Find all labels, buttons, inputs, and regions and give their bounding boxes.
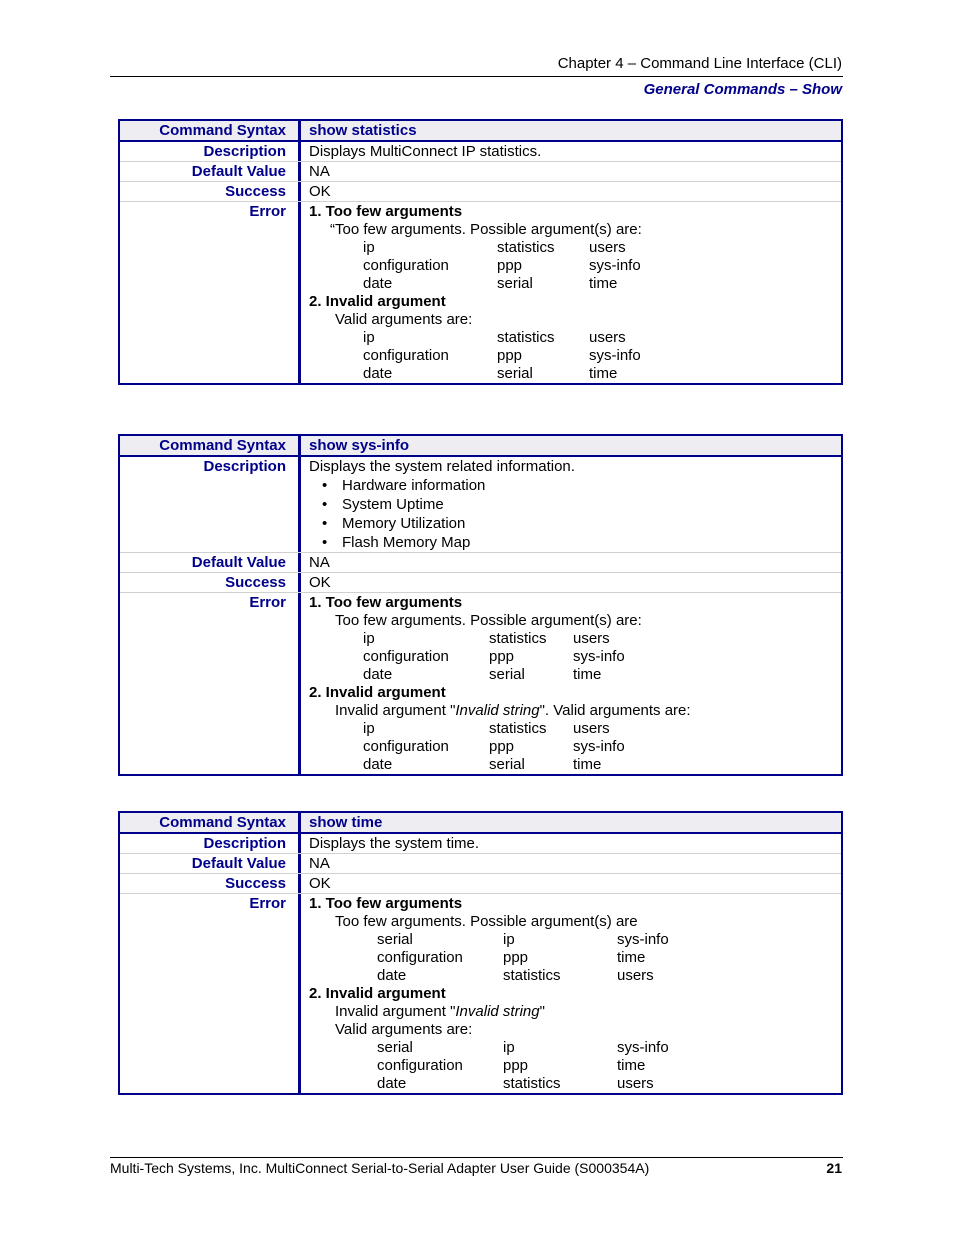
- syntax-label: Command Syntax: [120, 813, 301, 832]
- error-value: [301, 202, 841, 383]
- command-table-show-sys-info: [118, 434, 843, 776]
- section-title: General Commands – Show: [643, 81, 842, 98]
- arg: date: [363, 275, 393, 292]
- syntax-row: [120, 121, 841, 142]
- success-label: Success: [120, 182, 301, 201]
- arg: users: [573, 630, 610, 647]
- footer-text: Multi-Tech Systems, Inc. MultiConnect Serial-to-Serial Adapter User Guide (S000354A): [110, 1160, 650, 1176]
- arg: sys-info: [617, 931, 669, 948]
- error-1-args: [309, 630, 841, 684]
- arg: time: [589, 275, 618, 292]
- arg: ip: [503, 931, 515, 948]
- error-label: Error: [120, 202, 301, 383]
- arg: sys-info: [573, 648, 625, 665]
- error-1-text: “Too few arguments. Possible argument(s) are:: [330, 221, 642, 238]
- error-2-text: Valid arguments are:: [335, 311, 473, 328]
- error-2-args: [309, 720, 841, 774]
- success-row: [120, 182, 841, 202]
- arg: statistics: [489, 720, 547, 737]
- arg: users: [589, 239, 626, 256]
- success-row: [120, 874, 841, 894]
- error-row: [120, 202, 841, 383]
- arg: configuration: [363, 257, 449, 274]
- arg: users: [573, 720, 610, 737]
- error-2-text: Invalid argument "Invalid string". Valid arguments are:: [335, 702, 691, 719]
- arg: users: [617, 1075, 654, 1092]
- arg: sys-info: [589, 257, 641, 274]
- default-label: Default Value: [120, 854, 301, 873]
- default-row: [120, 162, 841, 182]
- syntax-row: [120, 813, 841, 834]
- default-label: Default Value: [120, 553, 301, 572]
- arg: ppp: [497, 347, 523, 364]
- arg: ip: [503, 1039, 515, 1056]
- default-label: Default Value: [120, 162, 301, 181]
- syntax-row: [120, 436, 841, 457]
- footer-rule: [110, 1157, 843, 1158]
- arg: configuration: [363, 738, 449, 755]
- error-row: [120, 894, 841, 1093]
- description-label: Description: [120, 457, 301, 552]
- success-label: Success: [120, 573, 301, 592]
- error-2-title: 2. Invalid argument: [309, 985, 446, 1002]
- success-value: OK: [309, 875, 331, 892]
- arg: ppp: [489, 738, 515, 755]
- bullet-item: • Hardware information: [342, 476, 841, 495]
- description-row: [120, 457, 841, 553]
- arg: statistics: [489, 630, 547, 647]
- page-number: 21: [826, 1160, 842, 1176]
- command-table-show-time: [118, 811, 843, 1095]
- success-row: [120, 573, 841, 593]
- error-1-text: Too few arguments. Possible argument(s) are:: [335, 612, 642, 629]
- arg: ip: [363, 239, 375, 256]
- error-row: [120, 593, 841, 774]
- error-value: [301, 894, 841, 1093]
- bullet-item: • Flash Memory Map: [342, 533, 841, 552]
- description-text: Displays the system related information.: [309, 458, 575, 475]
- description-row: [120, 142, 841, 162]
- success-label: Success: [120, 874, 301, 893]
- bullet-item: • System Uptime: [342, 495, 841, 514]
- description-value: [301, 457, 841, 552]
- arg: ip: [363, 329, 375, 346]
- arg: statistics: [497, 239, 555, 256]
- success-value: OK: [309, 574, 331, 591]
- error-label: Error: [120, 894, 301, 1093]
- success-value: OK: [309, 183, 331, 200]
- error-2-title: 2. Invalid argument: [309, 293, 446, 310]
- arg: configuration: [377, 949, 463, 966]
- arg: configuration: [363, 648, 449, 665]
- arg: serial: [489, 666, 525, 683]
- error-label: Error: [120, 593, 301, 774]
- error-2-text-2: Valid arguments are:: [335, 1021, 473, 1038]
- error-2-args: [309, 1039, 841, 1093]
- arg: ip: [363, 720, 375, 737]
- error-1-args: [309, 239, 841, 293]
- default-value: NA: [309, 855, 330, 872]
- arg: ppp: [503, 1057, 529, 1074]
- syntax-value: show time: [309, 814, 383, 831]
- arg: ppp: [489, 648, 515, 665]
- arg: serial: [497, 275, 533, 292]
- arg: date: [363, 365, 393, 382]
- header-rule: [110, 76, 843, 77]
- arg: configuration: [363, 347, 449, 364]
- arg: serial: [377, 931, 413, 948]
- arg: ppp: [503, 949, 529, 966]
- arg: time: [573, 756, 602, 773]
- description-row: [120, 834, 841, 854]
- default-row: [120, 854, 841, 874]
- error-2-args: [309, 329, 841, 383]
- arg: time: [573, 666, 602, 683]
- arg: sys-info: [617, 1039, 669, 1056]
- arg: date: [377, 1075, 407, 1092]
- error-2-text: Invalid argument "Invalid string": [335, 1003, 545, 1020]
- arg: time: [617, 1057, 646, 1074]
- arg: ppp: [497, 257, 523, 274]
- arg: statistics: [503, 967, 561, 984]
- syntax-value: show statistics: [309, 122, 417, 139]
- arg: serial: [497, 365, 533, 382]
- error-1-title: 1. Too few arguments: [309, 203, 463, 220]
- error-1-args: [309, 931, 841, 985]
- command-table-show-statistics: [118, 119, 843, 385]
- arg: statistics: [497, 329, 555, 346]
- description-label: Description: [120, 142, 301, 161]
- syntax-label: Command Syntax: [120, 436, 301, 455]
- error-1-title: 1. Too few arguments: [309, 594, 463, 611]
- default-row: [120, 553, 841, 573]
- description-value: Displays MultiConnect IP statistics.: [309, 143, 542, 160]
- arg: serial: [377, 1039, 413, 1056]
- syntax-label: Command Syntax: [120, 121, 301, 140]
- arg: time: [617, 949, 646, 966]
- description-bullets: [309, 476, 841, 552]
- error-1-title: 1. Too few arguments: [309, 895, 463, 912]
- arg: sys-info: [589, 347, 641, 364]
- arg: serial: [489, 756, 525, 773]
- arg: users: [617, 967, 654, 984]
- arg: date: [377, 967, 407, 984]
- arg: statistics: [503, 1075, 561, 1092]
- chapter-title: Chapter 4 – Command Line Interface (CLI): [557, 55, 842, 72]
- arg: date: [363, 666, 393, 683]
- error-2-title: 2. Invalid argument: [309, 684, 446, 701]
- arg: ip: [363, 630, 375, 647]
- arg: users: [589, 329, 626, 346]
- arg: sys-info: [573, 738, 625, 755]
- error-value: [301, 593, 841, 774]
- default-value: NA: [309, 554, 330, 571]
- description-label: Description: [120, 834, 301, 853]
- description-value: Displays the system time.: [309, 835, 480, 852]
- arg: configuration: [377, 1057, 463, 1074]
- error-1-text: Too few arguments. Possible argument(s) are: [335, 913, 638, 930]
- bullet-item: • Memory Utilization: [342, 514, 841, 533]
- arg: time: [589, 365, 618, 382]
- arg: date: [363, 756, 393, 773]
- syntax-value: show sys-info: [309, 437, 410, 454]
- default-value: NA: [309, 163, 330, 180]
